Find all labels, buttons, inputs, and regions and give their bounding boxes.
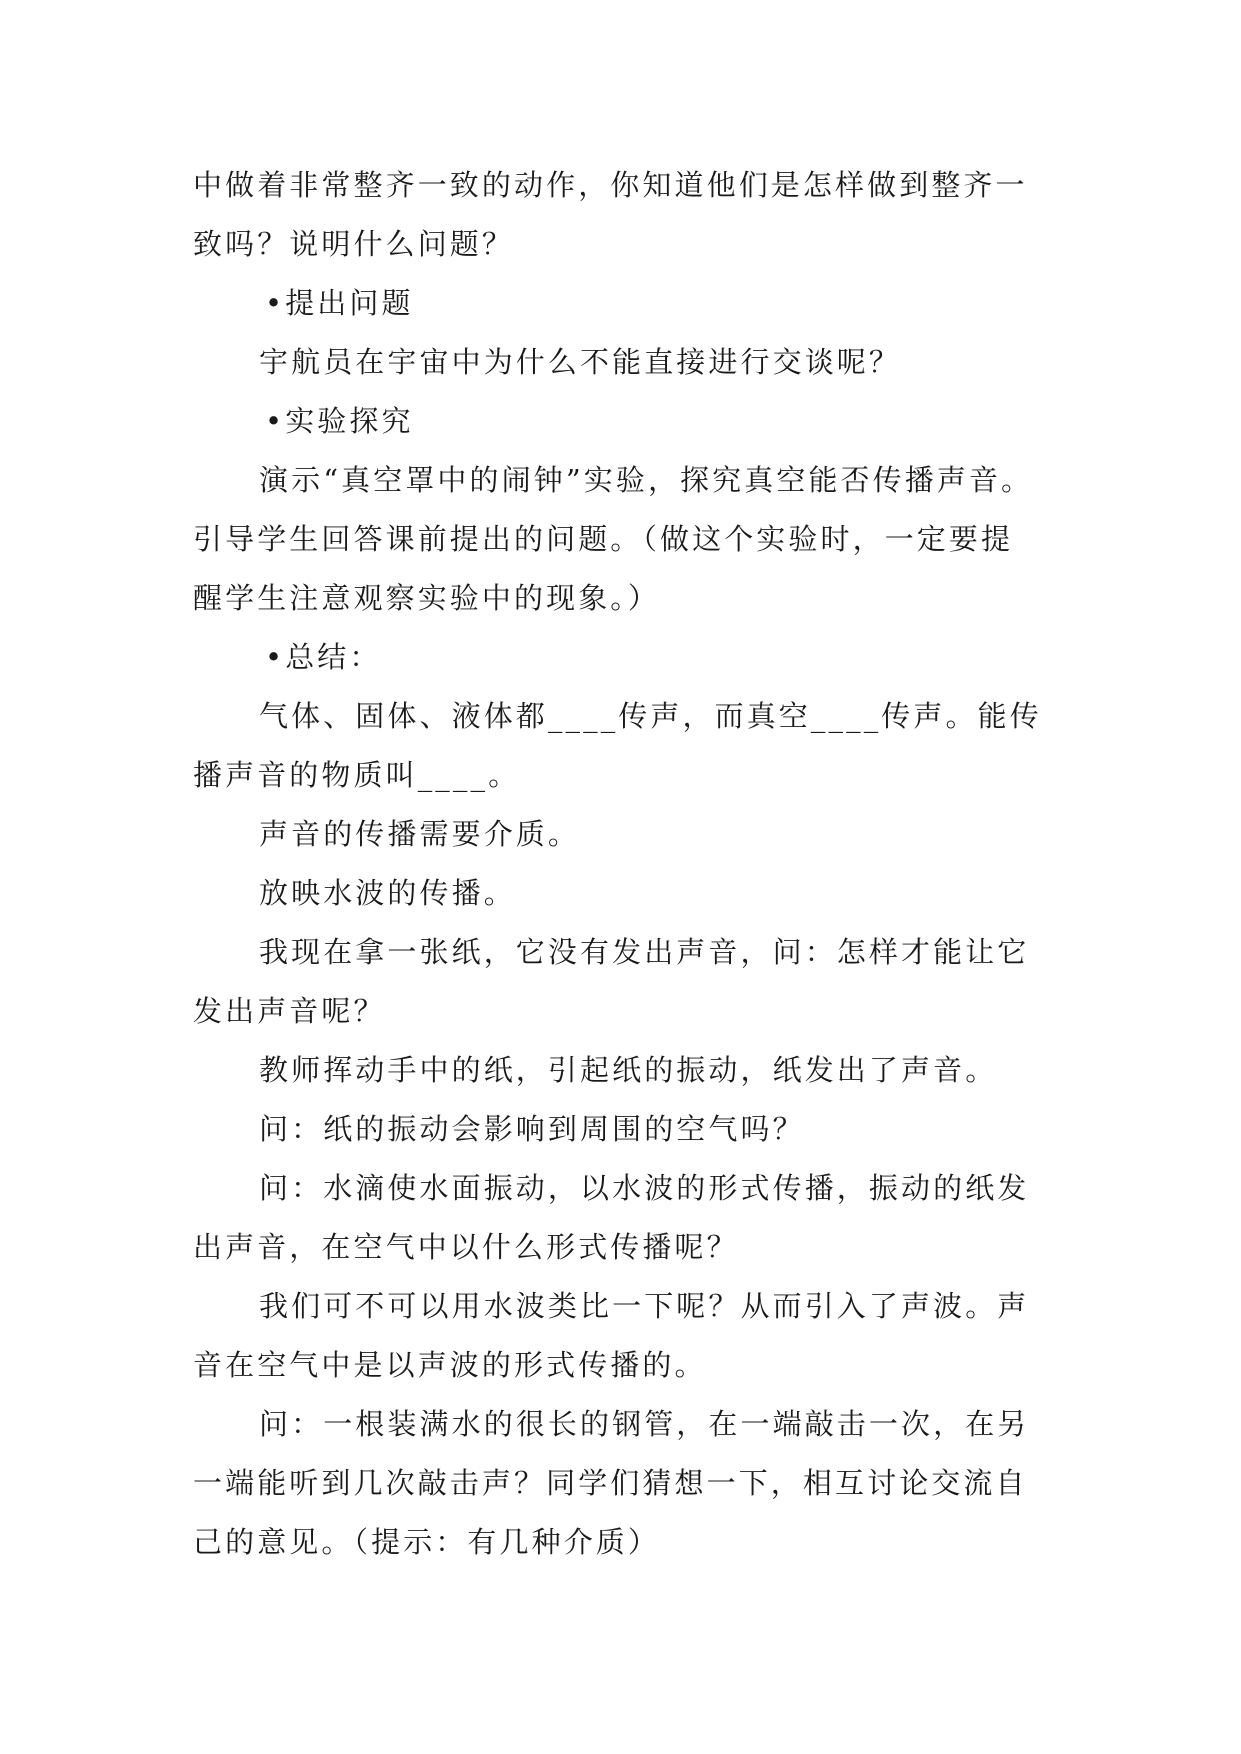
text-line: 音在空气中是以声波的形式传播的。 bbox=[193, 1348, 707, 1382]
text-line: 声音的传播需要介质。 bbox=[259, 817, 581, 851]
text-line: 致吗？说明什么问题？ bbox=[193, 227, 515, 261]
text-line: 发出声音呢？ bbox=[193, 994, 386, 1028]
section-heading: •提出问题 bbox=[265, 286, 414, 320]
text-line: 演示“真空罩中的闹钟”实验，探究真空能否传播声音。 bbox=[259, 463, 1034, 497]
section-heading: •实验探究 bbox=[265, 404, 414, 438]
section-heading: •总结： bbox=[265, 640, 382, 674]
text-line: 一端能听到几次敲击声？同学们猜想一下，相互讨论交流自 bbox=[193, 1466, 1028, 1500]
text-line: 引导学生回答课前提出的问题。（做这个实验时，一定要提 bbox=[193, 522, 1014, 556]
text-line: 问：纸的振动会影响到周围的空气吗？ bbox=[259, 1112, 805, 1146]
text-line: 中做着非常整齐一致的动作，你知道他们是怎样做到整齐一 bbox=[193, 168, 1028, 202]
text-line: 放映水波的传播。 bbox=[259, 876, 516, 910]
text-line: 己的意见。（提示：有几种介质） bbox=[193, 1525, 661, 1559]
text-line: 播声音的物质叫____。 bbox=[193, 758, 521, 792]
text-line: 问：一根装满水的很长的钢管，在一端敲击一次，在另 bbox=[259, 1407, 1030, 1441]
text-line: 我现在拿一张纸，它没有发出声音，问：怎样才能让它 bbox=[259, 935, 1030, 969]
text-line: 教师挥动手中的纸，引起纸的振动，纸发出了声音。 bbox=[259, 1053, 998, 1087]
text-line: 醒学生注意观察实验中的现象。） bbox=[193, 581, 661, 615]
document-body bbox=[193, 156, 1053, 1572]
text-line: 问：水滴使水面振动，以水波的形式传播，振动的纸发 bbox=[259, 1171, 1030, 1205]
text-line: 气体、固体、液体都____传声，而真空____传声。能传 bbox=[259, 699, 1042, 733]
text-line: 出声音，在空气中以什么形式传播呢？ bbox=[193, 1230, 739, 1264]
text-line: 我们可不可以用水波类比一下呢？从而引入了声波。声 bbox=[259, 1289, 1030, 1323]
text-line: 宇航员在宇宙中为什么不能直接进行交谈呢？ bbox=[259, 345, 902, 379]
